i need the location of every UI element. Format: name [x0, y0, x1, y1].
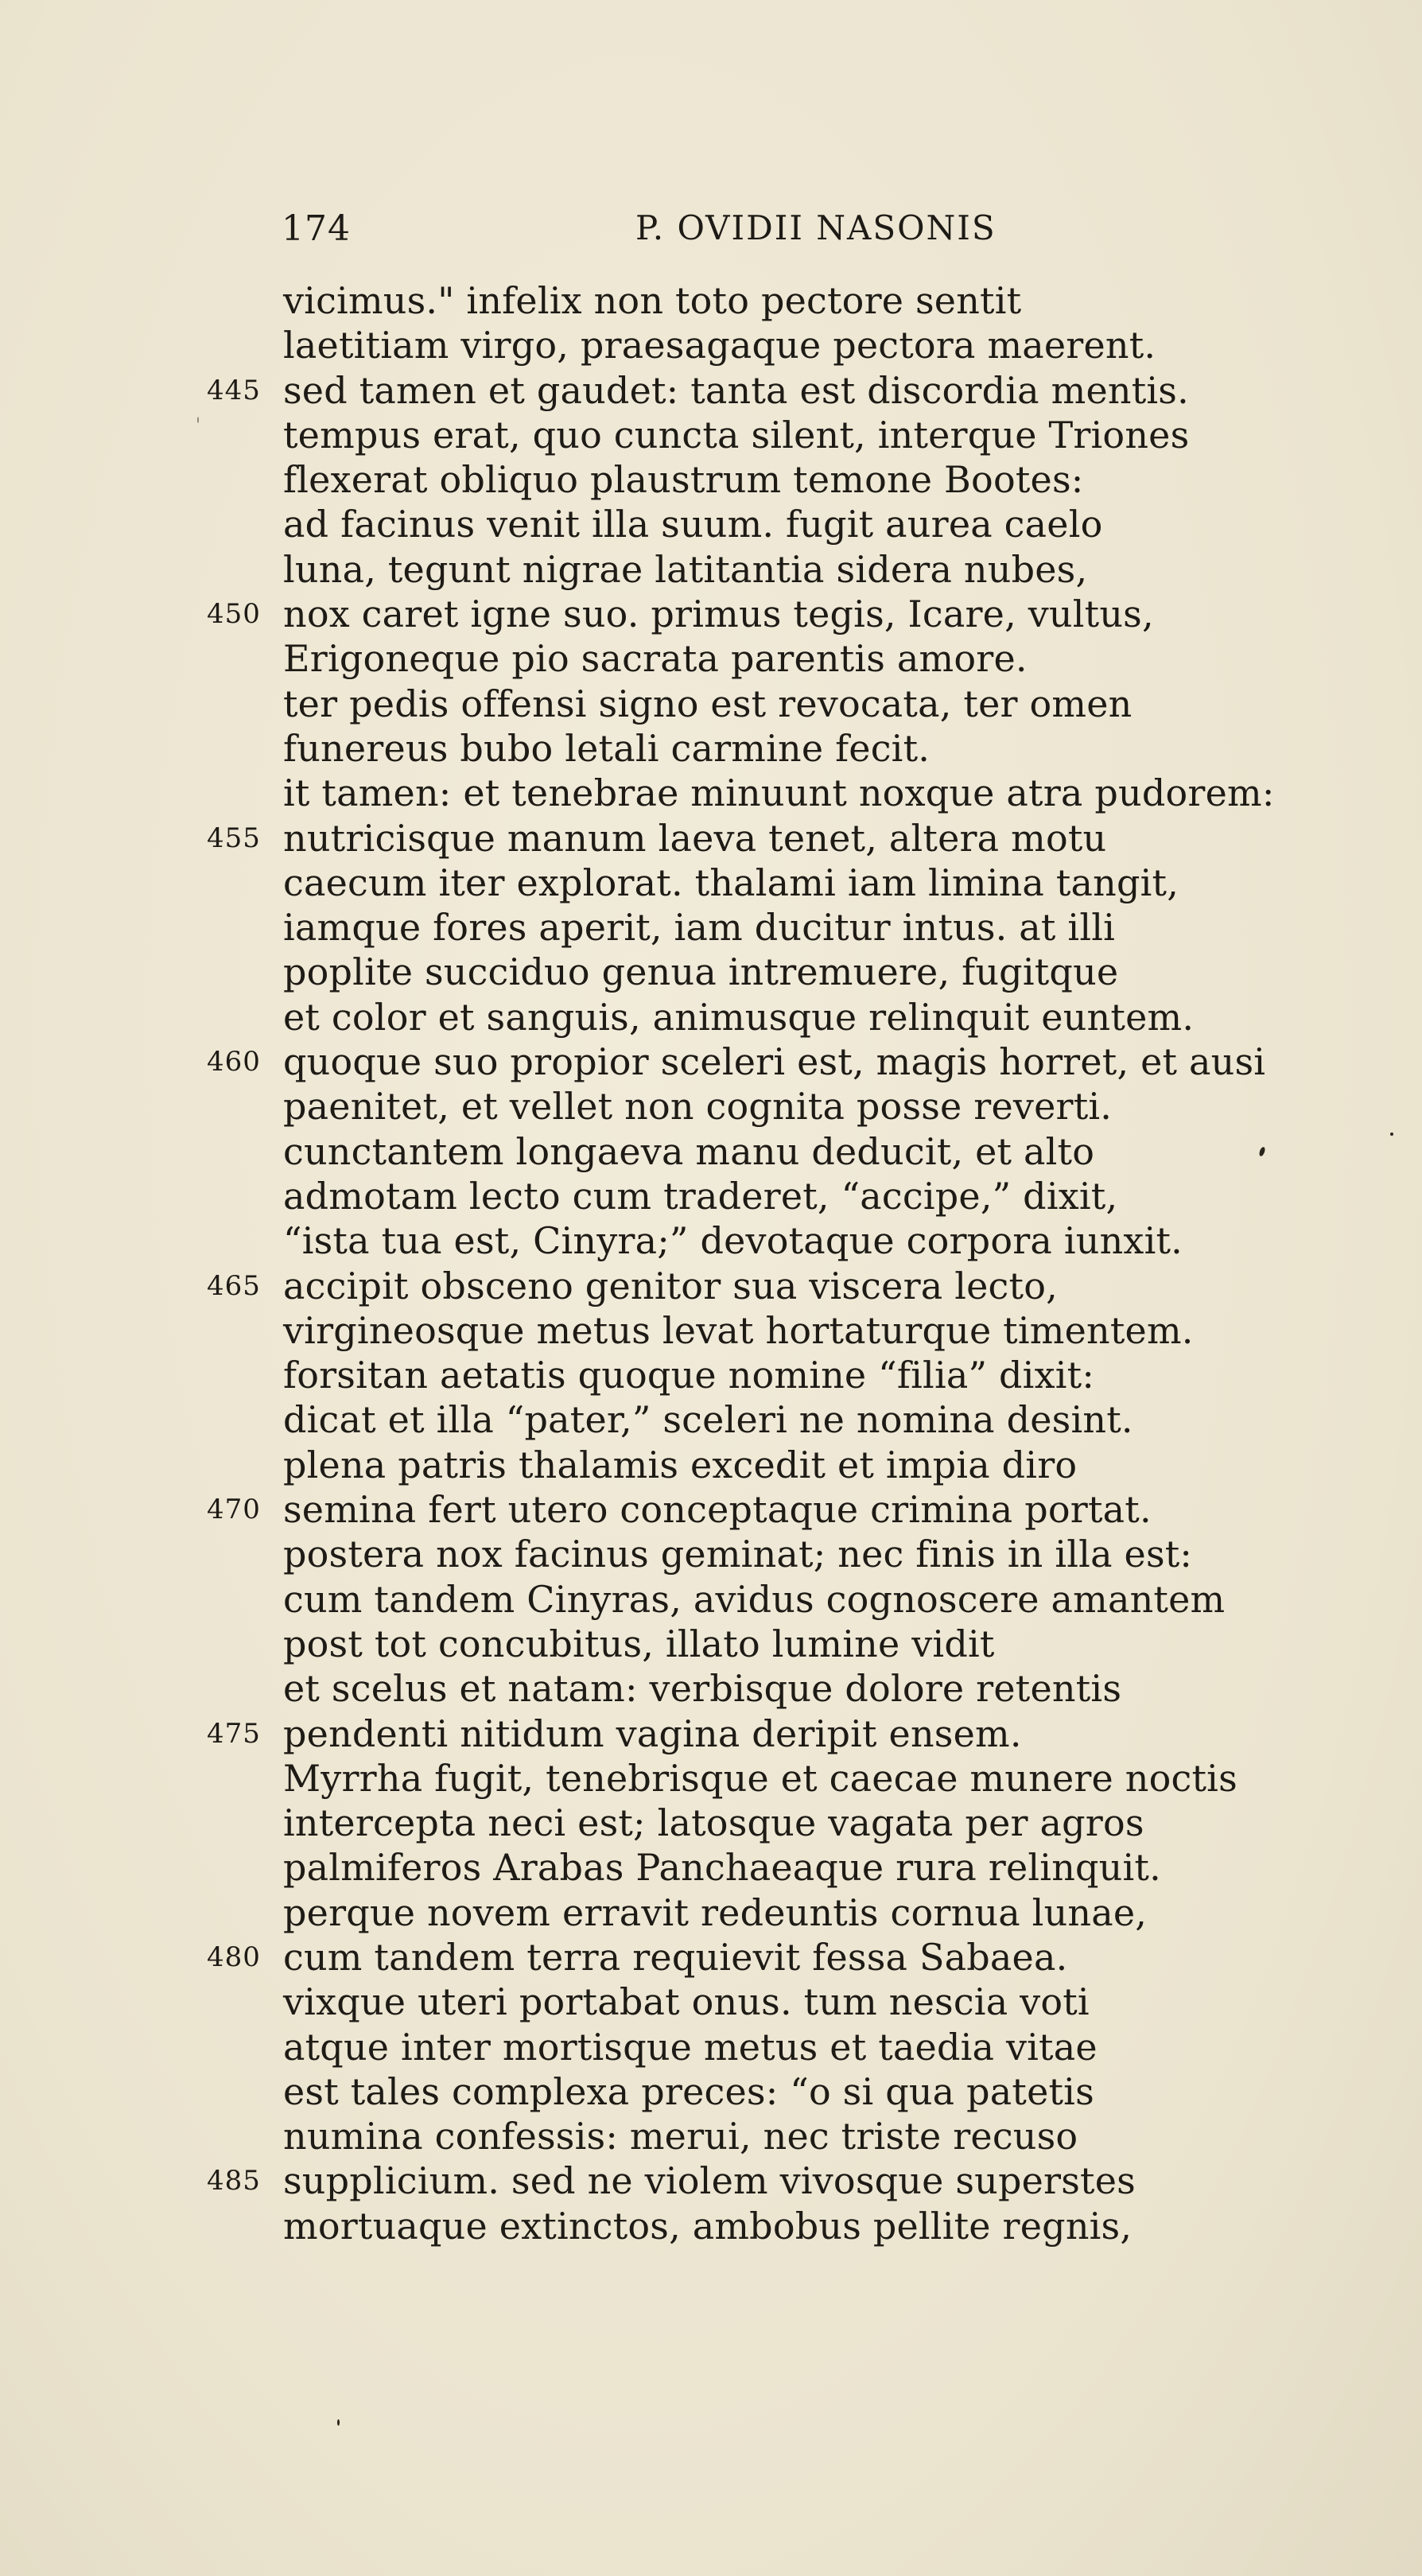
line-number: 465 [207, 1269, 261, 1302]
line-text: poplite succiduo genua intremuere, fugitque [283, 950, 1119, 994]
verse-line [207, 278, 1320, 323]
verse-line [207, 2158, 1320, 2203]
line-text: intercepta neci est; latosque vagata per agros [283, 1801, 1144, 1845]
verse-line [207, 2114, 1320, 2158]
line-text: iamque fores aperit, iam ducitur intus. at illi [283, 906, 1116, 950]
line-text: quoque suo propior sceleri est, magis horret, et ausi [283, 1040, 1266, 1084]
line-text: dicat et illa “pater,” sceleri ne nomina desint. [283, 1398, 1133, 1442]
line-text: “ista tua est, Cinyra;” devotaque corpora iunxit. [283, 1219, 1183, 1263]
line-text: tempus erat, quo cuncta silent, interque Triones [283, 413, 1190, 457]
verse-line [207, 592, 1320, 636]
line-text: virgineosque metus levat hortaturque timentem. [283, 1308, 1194, 1352]
line-number: 475 [207, 1717, 261, 1750]
verse-line [207, 1084, 1320, 1129]
line-text: perque novem erravit redeuntis cornua lunae, [283, 1890, 1148, 1934]
line-text: cunctantem longaeva manu deducit, et alto [283, 1129, 1095, 1173]
line-text: plena patris thalamis excedit et impia diro [283, 1443, 1078, 1486]
line-text: funereus bubo letali carmine fecit. [283, 726, 931, 770]
ink-speck [197, 417, 199, 423]
line-number: 460 [207, 1046, 261, 1078]
verse-line [207, 1532, 1320, 1576]
line-text: caecum iter explorat. thalami iam limina tangit, [283, 861, 1179, 904]
line-text: atque inter mortisque metus et taedia vitae [283, 2025, 1098, 2069]
line-text: accipit obsceno genitor sua viscera lecto, [283, 1264, 1058, 1307]
line-text: nox caret igne suo. primus tegis, Icare, vultus, [283, 593, 1154, 636]
line-text: paenitet, et vellet non cognita posse reverti. [283, 1085, 1113, 1129]
running-title: P. OVIDII NASONIS [635, 208, 997, 247]
line-text: pendenti nitidum vagina deripit ensem. [283, 1712, 1022, 1755]
verse-block [207, 278, 1320, 2248]
verse-line [207, 726, 1320, 771]
line-text: et color et sanguis, animusque relinquit euntem. [283, 995, 1195, 1039]
verse-line [207, 323, 1320, 367]
page-number: 174 [282, 208, 351, 249]
verse-line [207, 1622, 1320, 1666]
verse-line [207, 1801, 1320, 1845]
verse-line [207, 1712, 1320, 1756]
line-text: ter pedis offensi signo est revocata, ter omen [283, 682, 1133, 725]
line-text: admotam lecto cum traderet, “accipe,” dixit, [283, 1174, 1118, 1218]
verse-line [207, 413, 1320, 457]
verse-line [207, 1353, 1320, 1397]
line-number: 450 [207, 598, 261, 631]
line-text: cum tandem Cinyras, avidus cognoscere amantem [283, 1577, 1226, 1621]
verse-line [207, 1487, 1320, 1532]
line-text: ad facinus venit illa suum. fugit aurea caelo [283, 503, 1103, 546]
verse-line [207, 1174, 1320, 1218]
verse-line [207, 950, 1320, 994]
verse-line [207, 1935, 1320, 1980]
verse-line [207, 1308, 1320, 1353]
line-text: flexerat obliquo plaustrum temone Bootes: [283, 458, 1084, 502]
line-text: numina confessis: merui, nec triste recuso [283, 2115, 1078, 2158]
verse-line [207, 1577, 1320, 1622]
line-number: 470 [207, 1494, 261, 1526]
verse-line [207, 547, 1320, 592]
verse-line [207, 905, 1320, 950]
line-text: semina fert utero conceptaque crimina portat. [283, 1488, 1152, 1532]
line-text: cum tandem terra requievit fessa Sabaea. [283, 1935, 1068, 1979]
line-text: post tot concubitus, illato lumine vidit [283, 1622, 995, 1665]
verse-line [207, 1980, 1320, 2024]
line-text: Myrrha fugit, tenebrisque et caecae munere noctis [283, 1756, 1237, 1800]
verse-line [207, 457, 1320, 502]
verse-line [207, 995, 1320, 1039]
line-text: mortuaque extinctos, ambobus pellite regnis, [283, 2204, 1133, 2248]
line-text: supplicium. sed ne violem vivosque superstes [283, 2159, 1136, 2203]
verse-line [207, 2025, 1320, 2069]
verse-line [207, 1397, 1320, 1442]
line-number: 480 [207, 1941, 261, 1973]
line-text: palmiferos Arabas Panchaeaque rura relinquit. [283, 1846, 1161, 1890]
verse-line [207, 502, 1320, 546]
verse-line [207, 682, 1320, 726]
line-text: postera nox facinus geminat; nec finis in illa est: [283, 1533, 1193, 1576]
ink-speck [337, 2419, 340, 2426]
line-text: it tamen: et tenebrae minuunt noxque atra pudorem: [283, 771, 1275, 815]
verse-line [207, 1756, 1320, 1801]
line-text: laetitiam virgo, praesagaque pectora maerent. [283, 324, 1156, 367]
ink-speck [1390, 1133, 1393, 1136]
verse-line [207, 1264, 1320, 1308]
verse-line [207, 368, 1320, 413]
line-text: sed tamen et gaudet: tanta est discordia mentis. [283, 368, 1189, 412]
line-text: vicimus." infelix non toto pectore sentit [283, 279, 1022, 322]
line-text: luna, tegunt nigrae latitantia sidera nubes, [283, 547, 1088, 591]
verse-line [207, 2204, 1320, 2248]
line-number: 485 [207, 2165, 261, 2197]
verse-line [207, 1039, 1320, 1084]
verse-line [207, 861, 1320, 905]
line-number: 445 [207, 374, 261, 406]
verse-line [207, 1443, 1320, 1487]
verse-line [207, 771, 1320, 815]
verse-line [207, 1129, 1320, 1174]
line-text: est tales complexa preces: “o si qua patetis [283, 2069, 1094, 2113]
verse-line [207, 1666, 1320, 1711]
line-text: Erigoneque pio sacrata parentis amore. [283, 637, 1028, 681]
verse-line [207, 636, 1320, 681]
line-text: et scelus et natam: verbisque dolore retentis [283, 1667, 1122, 1711]
line-text: forsitan aetatis quoque nomine “filia” dixit: [283, 1354, 1095, 1397]
verse-line [207, 1845, 1320, 1890]
verse-line [207, 1890, 1320, 1935]
line-text: vixque uteri portabat onus. tum nescia voti [283, 1980, 1090, 2024]
verse-line [207, 1218, 1320, 1263]
verse-line [207, 2069, 1320, 2114]
line-number: 455 [207, 822, 261, 854]
line-text: nutricisque manum laeva tenet, altera motu [283, 816, 1107, 860]
verse-line [207, 816, 1320, 861]
page-header [282, 208, 1021, 259]
